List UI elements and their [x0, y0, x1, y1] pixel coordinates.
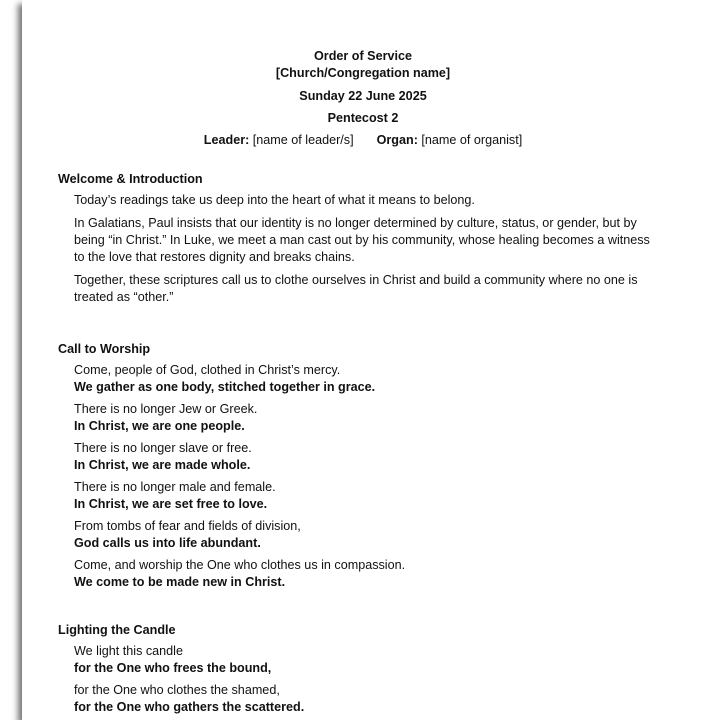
welcome-paragraph: Together, these scriptures call us to clothe ourselves in Christ and build a community where no one is treated as “other.” — [74, 273, 638, 304]
congregation-name: [Church/Congregation name] — [275, 66, 451, 80]
leader-value: [name of leader/s] — [252, 133, 354, 147]
welcome-paragraph: Today’s readings take us deep into the heart of what it means to belong. — [74, 193, 475, 207]
leader-line: From tombs of fear and fields of division, — [74, 519, 301, 533]
response-line: We gather as one body, stitched together in grace. — [74, 380, 376, 394]
leader-line: We light this candle — [74, 644, 183, 658]
response-line: God calls us into life abundant. — [74, 536, 261, 550]
call-to-worship-heading: Call to Worship — [58, 342, 151, 356]
service-header — [58, 48, 668, 149]
response-line: In Christ, we are made whole. — [74, 458, 251, 472]
litany-exchange — [74, 362, 662, 396]
page-title: Order of Service — [314, 49, 412, 63]
response-line: In Christ, we are one people. — [74, 419, 245, 433]
litany-exchange — [74, 440, 662, 474]
response-line: for the One who gathers the scattered. — [74, 700, 305, 714]
candle-heading: Lighting the Candle — [58, 623, 176, 637]
litany-exchange — [74, 518, 662, 552]
leaders-line — [58, 132, 668, 149]
litany-exchange — [74, 401, 662, 435]
organ-value: [name of organist] — [421, 133, 523, 147]
welcome-paragraph: In Galatians, Paul insists that our identity is no longer determined by culture, status, or gender, but by being “in Christ.” In Luke, we meet a man cast out by his community, whose healing becomes a witness to the love that restores dignity and breaks chains. — [74, 216, 650, 264]
document-content — [58, 47, 662, 716]
document-page — [22, 0, 722, 720]
leader-line: There is no longer slave or free. — [74, 441, 252, 455]
litany-exchange — [74, 557, 662, 591]
organ-label: Organ: — [376, 133, 418, 147]
litany-exchange — [74, 643, 662, 677]
leader-line: There is no longer Jew or Greek. — [74, 402, 258, 416]
service-occasion: Pentecost 2 — [327, 111, 399, 125]
litany-exchange — [74, 479, 662, 513]
leader-line: for the One who clothes the shamed, — [74, 683, 280, 697]
welcome-heading: Welcome & Introduction — [58, 172, 203, 186]
response-line: for the One who frees the bound, — [74, 661, 272, 675]
leader-line: Come, people of God, clothed in Christ’s mercy. — [74, 363, 341, 377]
leader-line: Come, and worship the One who clothes us in compassion. — [74, 558, 406, 572]
response-line: We come to be made new in Christ. — [74, 575, 286, 589]
leader-line: There is no longer male and female. — [74, 480, 276, 494]
leader-label: Leader: — [203, 133, 250, 147]
service-date: Sunday 22 June 2025 — [299, 89, 427, 103]
response-line: In Christ, we are set free to love. — [74, 497, 268, 511]
litany-exchange — [74, 682, 662, 716]
